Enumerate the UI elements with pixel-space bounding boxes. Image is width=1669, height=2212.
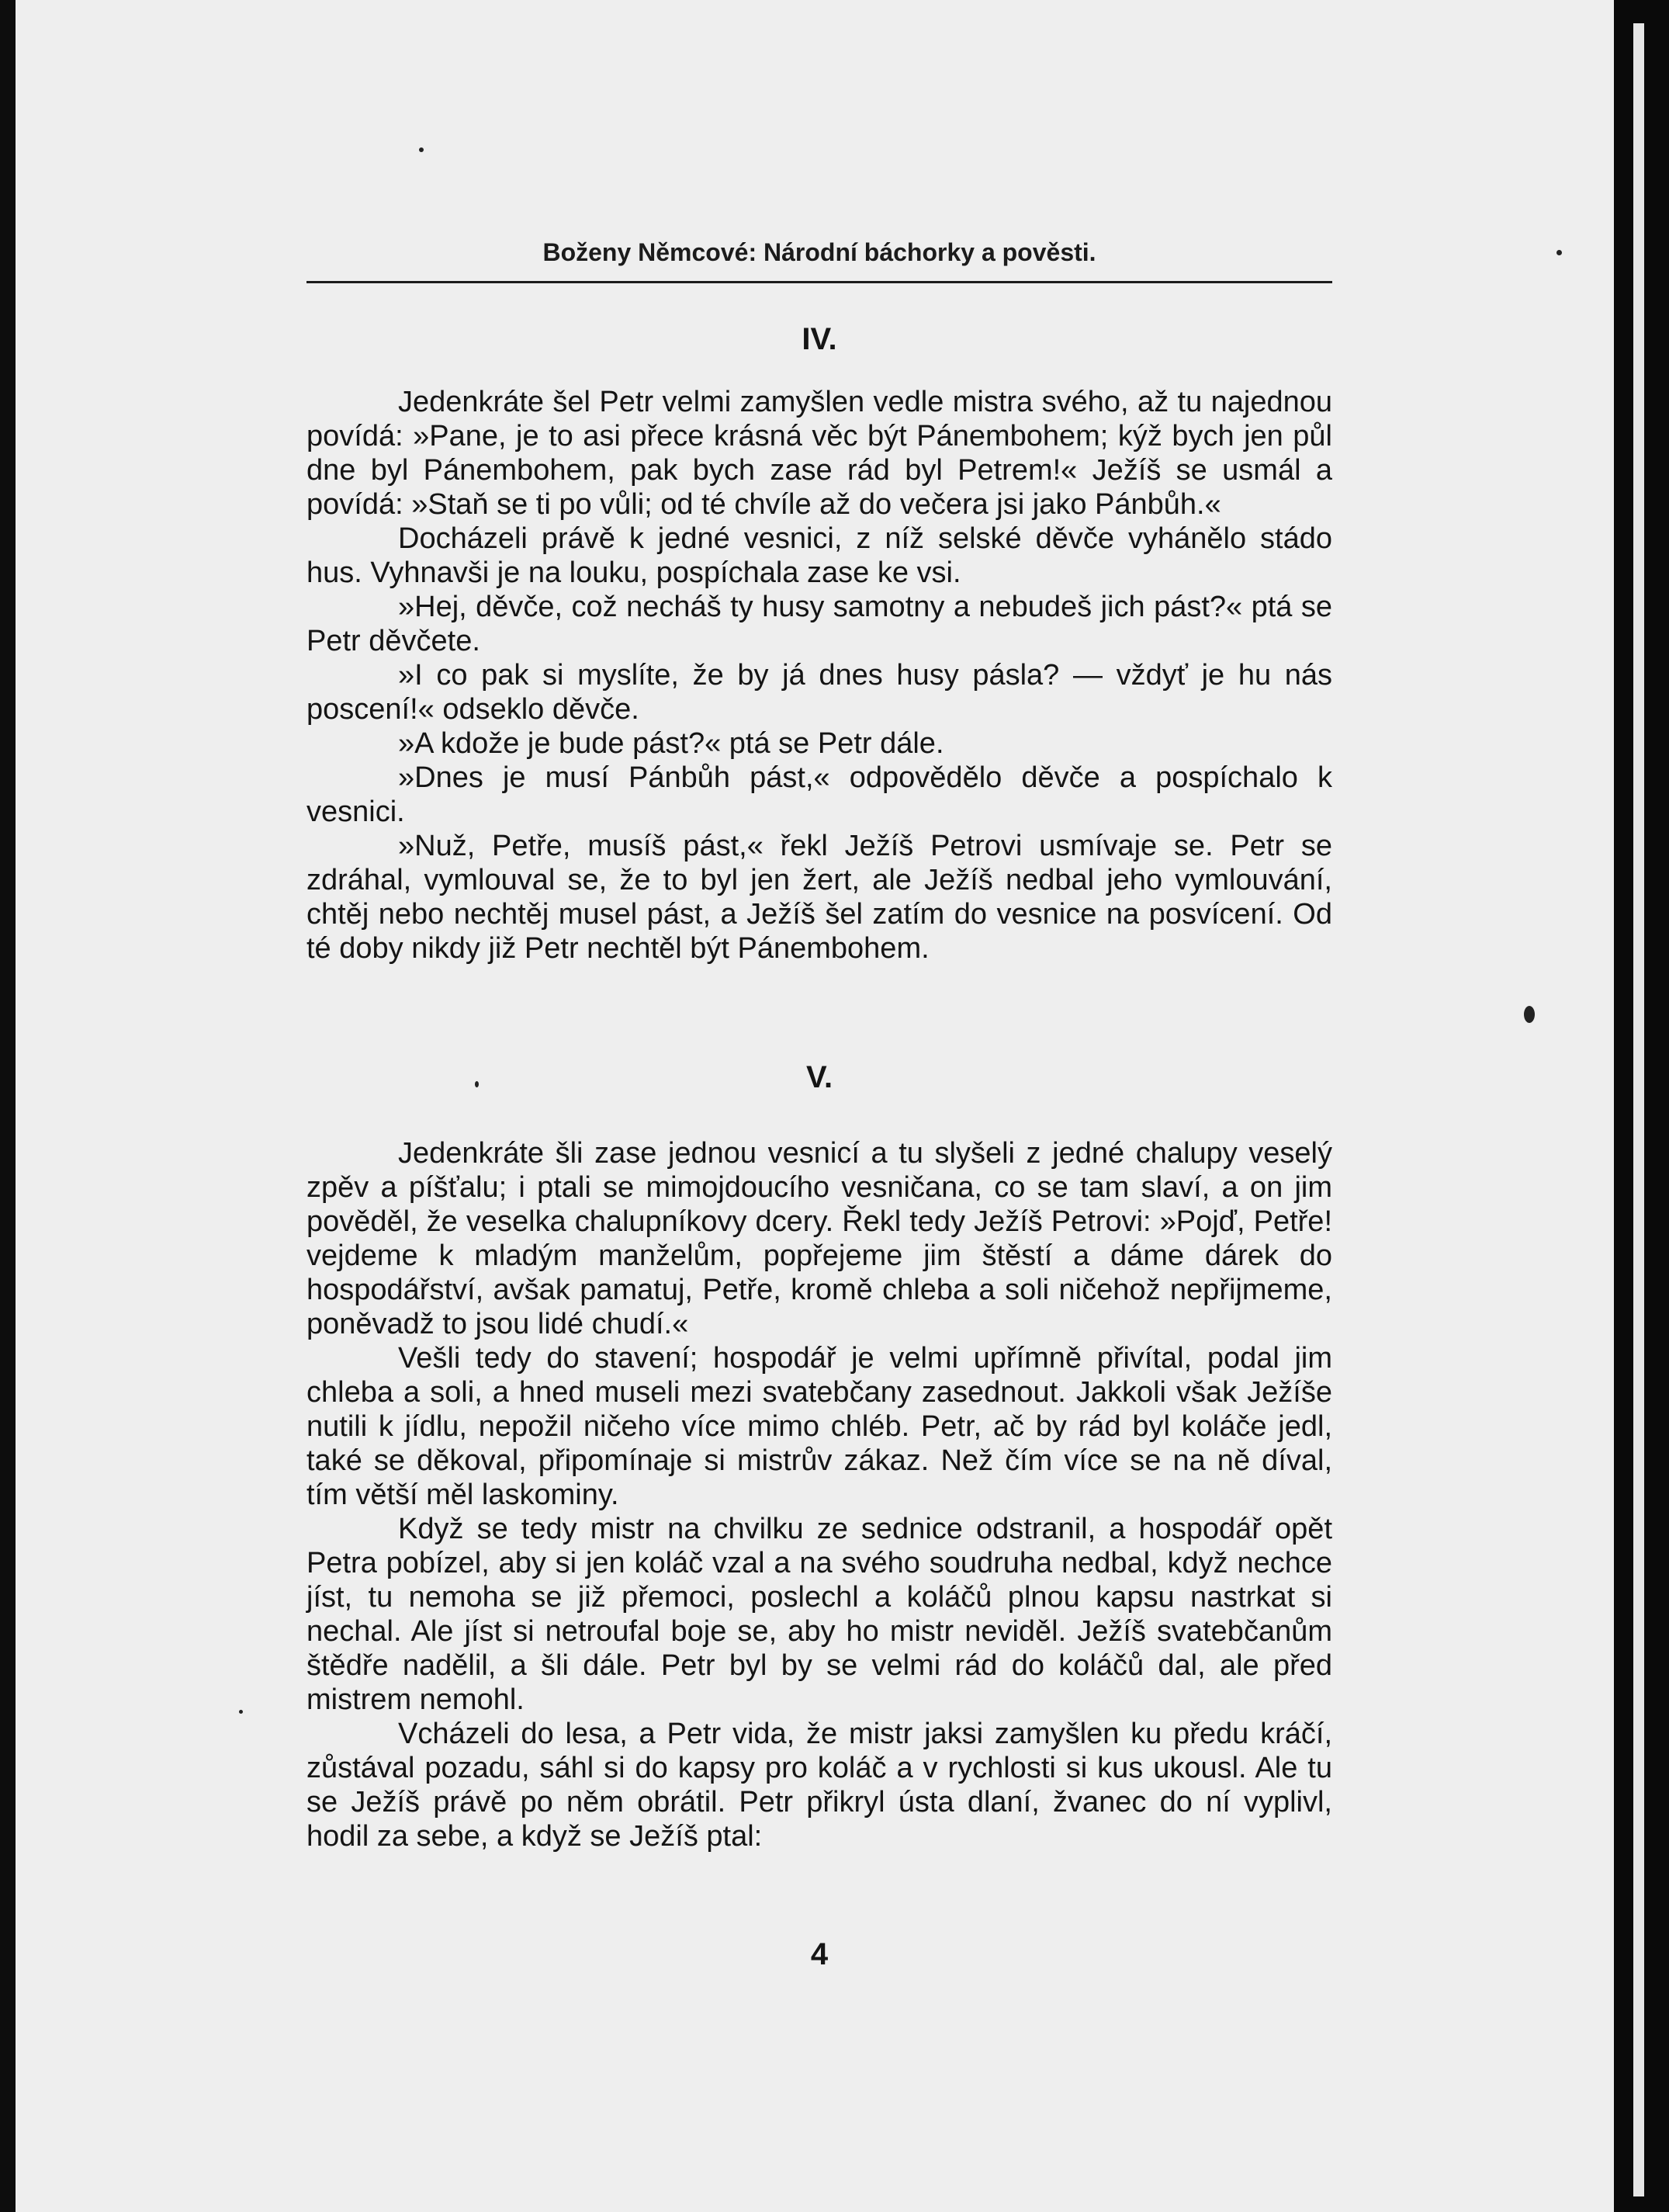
paragraph: »Nuž, Petře, musíš pást,« řekl Ježíš Petrovi usmívaje se. Petr se zdráhal, vymlouval se, že to byl jen žert, ale Ježíš nedbal jeho vymlouvání, chtěj nebo nechtěj musel pást, a Ježíš šel zatím do vesnice na posvícení. Od té doby nikdy již Petr nechtěl být Pánembohem. <box>306 830 1332 965</box>
paragraph: »I co pak si myslíte, že by já dnes husy pásla? — vždyť je hu nás poscení!« odseklo děvče. <box>306 659 1332 726</box>
paragraph: »Dnes je musí Pánbůh pást,« odpovědělo děvče a pospíchalo k vesnici. <box>306 761 1332 828</box>
page-number: 4 <box>810 1937 829 1971</box>
section-title-v: V. <box>805 1060 833 1094</box>
ink-speck <box>1524 1006 1535 1023</box>
adjacent-page-edge <box>1633 23 1644 2196</box>
header-rule <box>306 281 1332 283</box>
ink-speck <box>239 1710 243 1714</box>
ink-speck <box>419 147 424 152</box>
ink-speck <box>475 1081 479 1087</box>
paragraph: Jedenkráte šli zase jednou vesnicí a tu slyšeli z jedné chalupy veselý zpěv a píšťalu; i ptali se mimojdoucího vesničana, co se tam slaví, a on jim pověděl, že veselka chalupníkovy dcery. Řekl tedy Ježíš Petrovi: »Pojď, Petře! vejdeme k mladým manželům, popřejeme jim štěstí a dáme dárek do hospodářství, avšak pamatuj, Petře, kromě chleba a soli ničehož nepřijmeme, poněvadž to jsou lidé chudí.« <box>306 1137 1332 1340</box>
paragraph: Jedenkráte šel Petr velmi zamyšlen vedle mistra svého, až tu najednou povídá: »Pane, je to asi přece krásná věc být Pánembohem; kýž bych jen půl dne byl Pánembohem, pak bych zase rád byl Petrem!« Ježíš se usmál a povídá: »Staň se ti po vůli; od té chvíle až do večera jsi jako Pánbůh.« <box>306 386 1332 521</box>
paragraph: »Hej, děvče, což necháš ty husy samotny a nebudeš jich pást?« ptá se Petr děvčete. <box>306 591 1332 657</box>
paragraph: Když se tedy mistr na chvilku ze sednice odstranil, a hospodář opět Petra pobízel, aby si jen koláč vzal a na svého soudruha nedbal, když nechce jíst, tu nemoha se již přemoci, poslechl a koláčů plnou kapsu nastrkat si nechal. Ale jíst si netroufal boje se, aby ho mistr neviděl. Ježíš svatebčanům štědře nadělil, a šli dále. Petr byl by se velmi rád do koláčů dal, ale před mistrem nemohl. <box>306 1513 1332 1716</box>
section-v-body <box>306 1136 1332 1853</box>
paragraph: »A kdože je bude pást?« ptá se Petr dále. <box>398 727 944 760</box>
running-head: Boženy Němcové: Národní báchorky a pověsti. <box>542 238 1096 266</box>
section-iv-body <box>306 385 1332 966</box>
paragraph: Vcházeli do lesa, a Petr vida, že mistr jaksi zamyšlen ku předu kráčí, zůstával pozadu, sáhl si do kapsy pro koláč a v rychlosti si kus ukousl. Ale tu se Ježíš právě po něm obrátil. Petr přikryl ústa dlaní, žvanec do ní vyplivl, hodil za sebe, a když se Ježíš ptal: <box>306 1718 1332 1853</box>
paragraph: Vešli tedy do stavení; hospodář je velmi upřímně přivítal, podal jim chleba a soli, a hned museli mezi svatebčany zasednout. Jakkoli však Ježíše nutili k jídlu, nepožil ničeho více mimo chléb. Petr, ač by rád byl koláče jedl, také se děkoval, připomínaje si mistrův zákaz. Než čím více se na ně díval, tím větší měl laskominy. <box>306 1342 1332 1511</box>
section-title-iv: IV. <box>802 322 837 356</box>
paragraph: Docházeli právě k jedné vesnici, z níž selské děvče vyhánělo stádo hus. Vyhnavši je na louku, pospíchala zase ke vsi. <box>306 522 1332 589</box>
ink-speck <box>1556 250 1562 255</box>
